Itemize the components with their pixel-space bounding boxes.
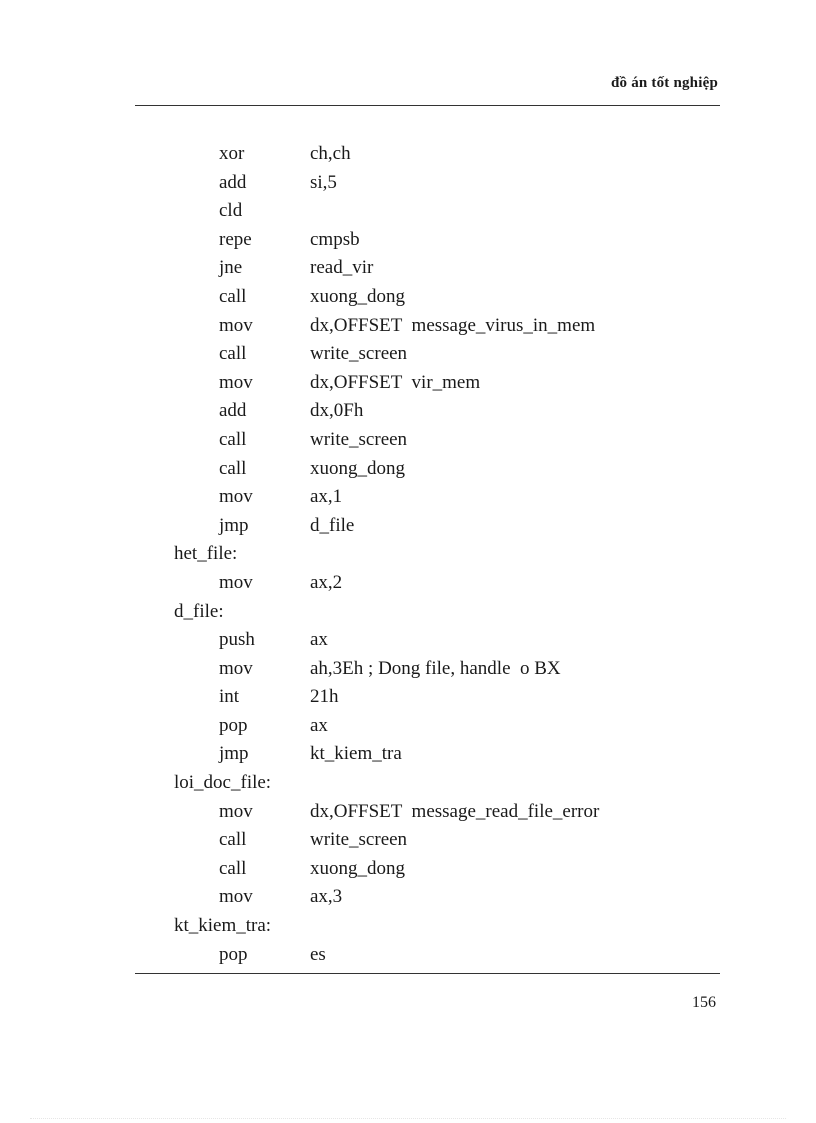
code-operands: write_screen (310, 428, 408, 450)
code-mnemonic: call (219, 428, 247, 450)
code-operands: dx,OFFSET message_virus_in_mem (310, 314, 596, 336)
code-mnemonic: jmp (219, 514, 249, 536)
code-instruction-line (0, 312, 816, 341)
code-instruction-line (0, 140, 816, 169)
code-operands: dx,OFFSET message_read_file_error (310, 800, 600, 822)
code-operands: ax,2 (310, 571, 343, 593)
code-mnemonic: call (219, 857, 247, 879)
code-instruction-line (0, 683, 816, 712)
code-mnemonic: mov (219, 486, 253, 508)
code-mnemonic: repe (219, 228, 252, 250)
code-label-line (0, 598, 816, 627)
code-mnemonic: mov (219, 571, 253, 593)
code-operands: 21h (310, 686, 339, 708)
code-mnemonic: call (219, 343, 247, 365)
code-instruction-line (0, 655, 816, 684)
code-operands: dx,OFFSET vir_mem (310, 371, 481, 393)
code-mnemonic: mov (219, 886, 253, 908)
code-instruction-line (0, 426, 816, 455)
code-instruction-line (0, 826, 816, 855)
code-instruction-line (0, 283, 816, 312)
code-operands: write_screen (310, 829, 408, 851)
code-mnemonic: mov (219, 371, 253, 393)
code-mnemonic: pop (219, 714, 248, 736)
code-instruction-line (0, 254, 816, 283)
code-operands: si,5 (310, 171, 337, 193)
code-mnemonic: mov (219, 657, 253, 679)
code-mnemonic: jne (219, 257, 243, 279)
code-label: kt_kiem_tra: (174, 915, 272, 937)
code-operands: ax,1 (310, 486, 343, 508)
code-instruction-line (0, 226, 816, 255)
code-instruction-line (0, 512, 816, 541)
code-operands: read_vir (310, 257, 374, 279)
code-mnemonic: xor (219, 143, 245, 164)
code-instruction-line (0, 369, 816, 398)
code-operands: ch,ch (310, 143, 351, 164)
footer-rule (135, 973, 720, 974)
code-operands: xuong_dong (310, 285, 405, 307)
code-operands: xuong_dong (310, 457, 405, 479)
page-edge-dots (30, 1118, 786, 1119)
code-instruction-line (0, 798, 816, 827)
code-instruction-line (0, 397, 816, 426)
code-instruction-line (0, 712, 816, 741)
code-operands: write_screen (310, 343, 408, 365)
code-mnemonic: int (219, 686, 240, 708)
code-mnemonic: pop (219, 943, 248, 965)
code-operands: es (310, 943, 326, 965)
code-operands: kt_kiem_tra (310, 743, 402, 765)
code-label-line (0, 540, 816, 569)
code-operands: dx,0Fh (310, 400, 364, 422)
code-operands: d_file (310, 514, 355, 536)
code-instruction-line (0, 455, 816, 484)
code-operands: ax (310, 629, 328, 651)
code-operands: ah,3Eh ; Dong file, handle o BX (310, 657, 561, 679)
code-operands: ax,3 (310, 886, 343, 908)
assembly-code-listing (0, 140, 816, 969)
page-number: 156 (692, 994, 716, 1011)
code-instruction-line (0, 941, 816, 970)
code-mnemonic: call (219, 285, 247, 307)
code-label-line (0, 769, 816, 798)
code-instruction-line (0, 197, 816, 226)
code-mnemonic: jmp (219, 743, 249, 765)
code-mnemonic: call (219, 457, 247, 479)
code-mnemonic: cld (219, 200, 243, 222)
code-instruction-line (0, 483, 816, 512)
code-mnemonic: mov (219, 800, 253, 822)
code-instruction-line (0, 626, 816, 655)
code-label: d_file: (174, 600, 224, 622)
code-operands: cmpsb (310, 228, 360, 250)
code-label-line (0, 912, 816, 941)
code-instruction-line (0, 340, 816, 369)
code-instruction-line (0, 855, 816, 884)
code-instruction-line (0, 740, 816, 769)
code-mnemonic: call (219, 829, 247, 851)
code-operands: ax (310, 714, 328, 736)
code-operands: xuong_dong (310, 857, 405, 879)
code-label: loi_doc_file: (174, 772, 272, 794)
code-instruction-line (0, 883, 816, 912)
header-rule (135, 105, 720, 106)
code-instruction-line (0, 169, 816, 198)
code-instruction-line (0, 569, 816, 598)
page-header-title: đồ án tốt nghiệp (611, 75, 718, 91)
code-mnemonic: mov (219, 314, 253, 336)
code-mnemonic: add (219, 400, 247, 422)
code-label: het_file: (174, 543, 238, 565)
code-mnemonic: add (219, 171, 247, 193)
code-mnemonic: push (219, 629, 255, 651)
